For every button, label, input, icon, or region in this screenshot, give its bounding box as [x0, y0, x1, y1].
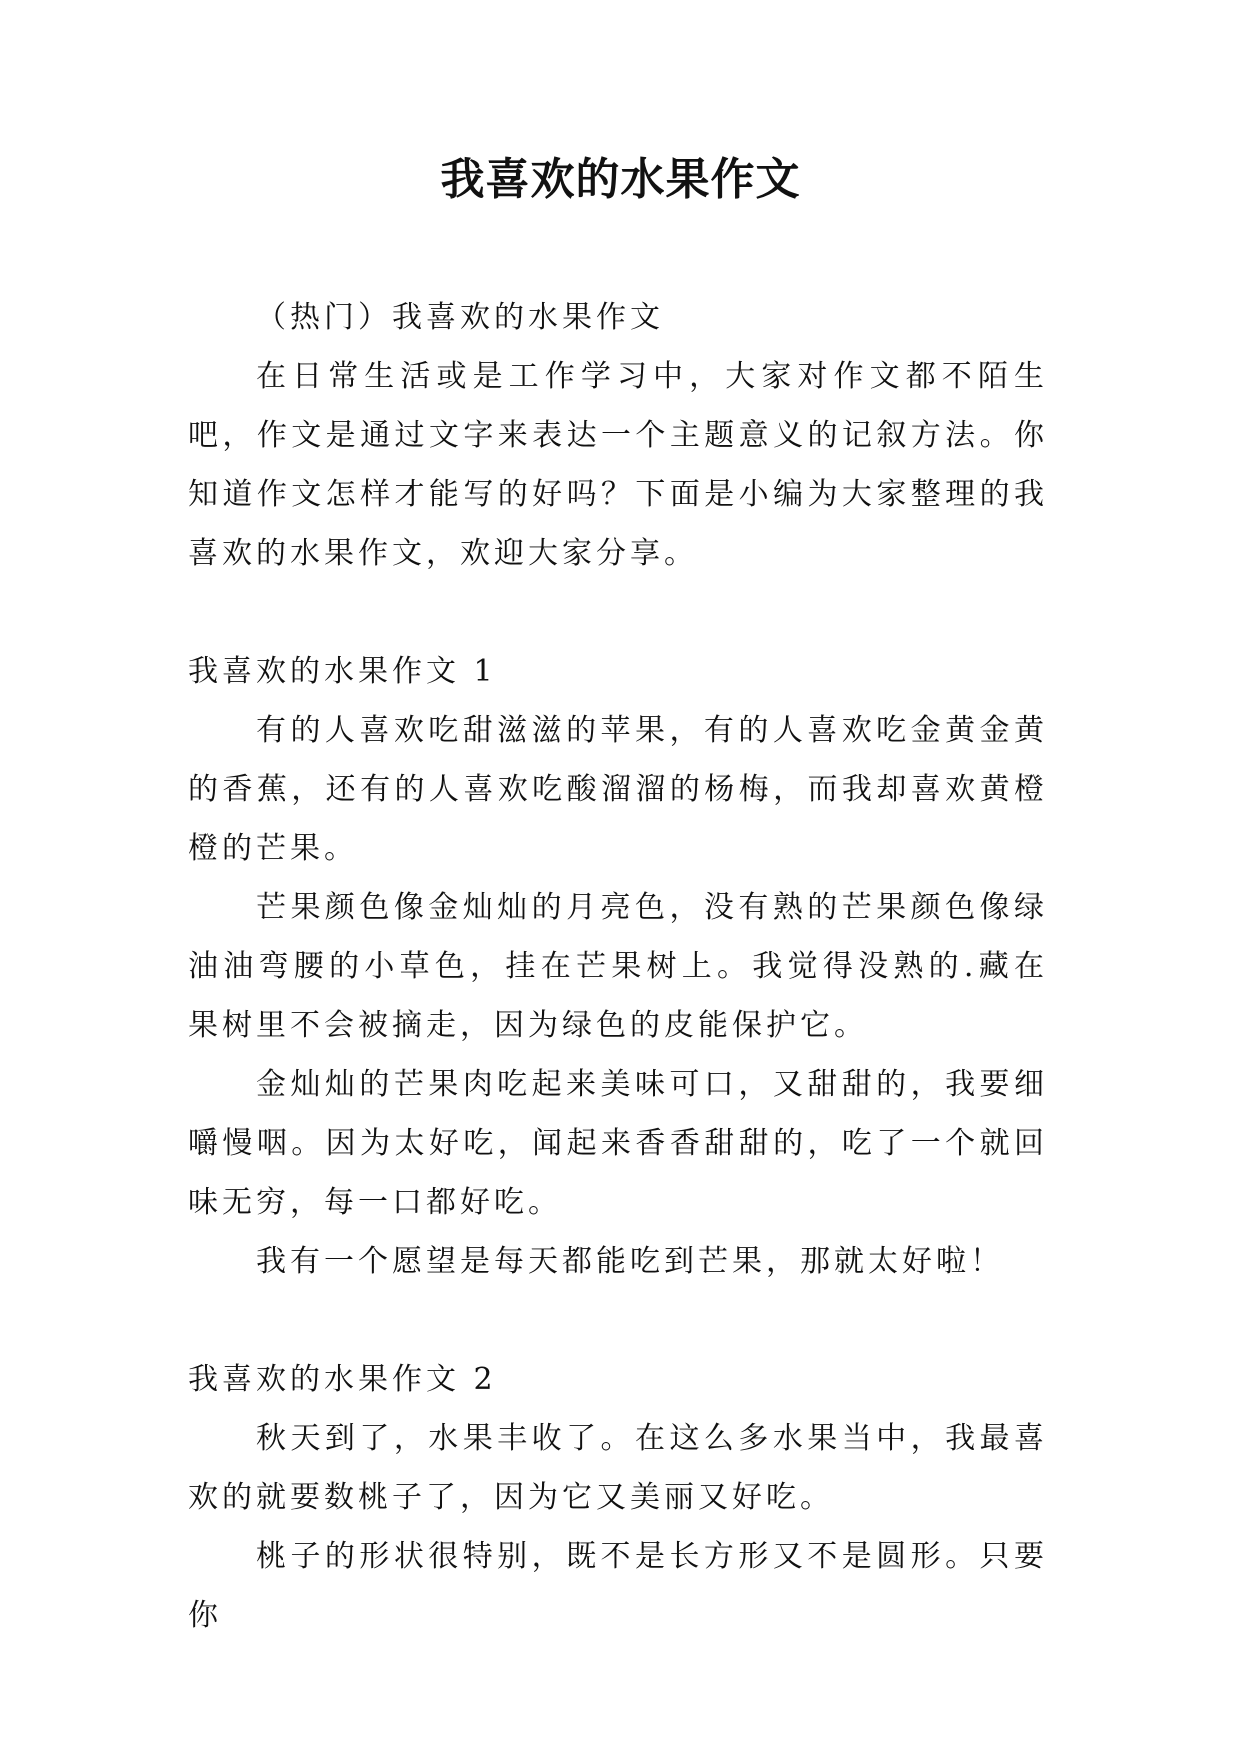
document-title: 我喜欢的水果作文	[440, 154, 801, 205]
section-1-paragraph-1: 有的人喜欢吃甜滋滋的苹果，有的人喜欢吃金黄金黄的香蕉，还有的人喜欢吃酸溜溜的杨梅，而我却喜欢黄橙橙的芒果。	[188, 713, 1048, 866]
intro-paragraph: 在日常生活或是工作学习中，大家对作文都不陌生吧，作文是通过文字来表达一个主题意义的记叙方法。你知道作文怎样才能写的好吗？下面是小编为大家整理的我喜欢的水果作文，欢迎大家分享。	[188, 359, 1048, 571]
document-body	[188, 288, 1048, 1645]
section-2-paragraph-1: 秋天到了，水果丰收了。在这么多水果当中，我最喜欢的就要数桃子了，因为它又美丽又好吃。	[188, 1421, 1048, 1515]
section-1-paragraph-4: 我有一个愿望是每天都能吃到芒果，那就太好啦！	[256, 1244, 1004, 1279]
subtitle: （热门）我喜欢的水果作文	[256, 300, 664, 335]
section-heading-2: 我喜欢的水果作文 2	[188, 1362, 497, 1397]
section-heading-1: 我喜欢的水果作文 1	[188, 654, 497, 689]
section-2-paragraph-2: 桃子的形状很特别，既不是长方形又不是圆形。只要你	[188, 1539, 1048, 1633]
section-1-paragraph-2: 芒果颜色像金灿灿的月亮色，没有熟的芒果颜色像绿油油弯腰的小草色，挂在芒果树上。我觉得没熟的.藏在果树里不会被摘走，因为绿色的皮能保护它。	[188, 890, 1048, 1043]
section-1-paragraph-3: 金灿灿的芒果肉吃起来美味可口，又甜甜的，我要细嚼慢咽。因为太好吃，闻起来香香甜甜的，吃了一个就回味无穷，每一口都好吃。	[188, 1067, 1048, 1220]
